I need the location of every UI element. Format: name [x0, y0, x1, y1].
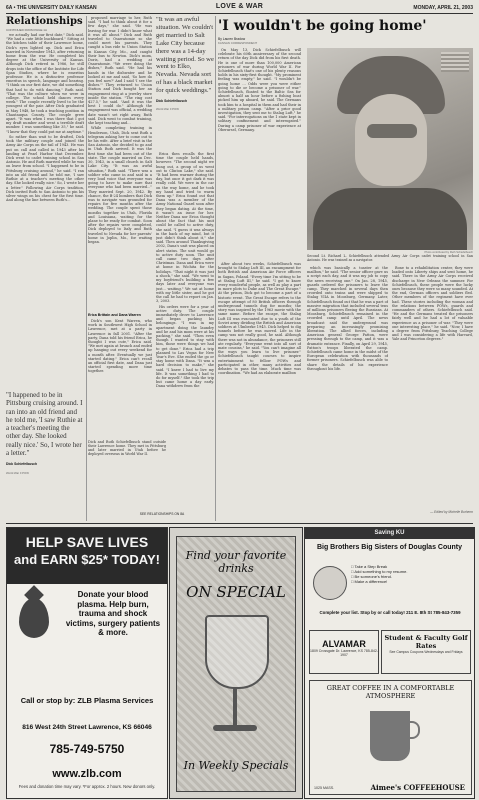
soldier-photo [307, 48, 473, 250]
zlb-website[interactable]: www.zlb.com [52, 768, 122, 780]
ad-divider [6, 523, 473, 524]
editor-note: — Edited by Michelle Burhenn [430, 510, 473, 514]
alvamar-address: 1809 Crossgate Dr. Lawrence, KS 785-842-1907 [310, 649, 378, 658]
drink-specials-ad[interactable] [169, 527, 303, 799]
saving-ku-bar: Saving KU [305, 528, 474, 539]
bbbs-heading[interactable]: Big Brothers Big Sisters of Douglas County [316, 544, 463, 551]
relationships-col-1: we actually had our first date," Dick said. "We had a cute little buckboard." Sitting at the kitchen table of their Lawrence home, Dick's eyes lighted up. Dick and Erica married in November 1943, after returning home from the war. He completed his degree at the University of Kansas. Although Dick retired in 1986, he still drops into the office of the Institute for Life Span Studies, where he is emeritus professor. He is a distinctive professor emeritus in speech, language and hearing. "I think on our first date, we did something that had to do with dancing," Ruth said. "That was the culture when we were in college. The school held dances every week." The couple recently lived to be the youngest of the pair. After Dick graduated in May 1948, he took a teaching position in Chautauqua County. The couple grew apart. "It was when I was there that I got my draft number and went a terrible draft number. I was something like 35," he said. "I knew that they could put me at anytime." So rather than wait to be drafted, Dick took the military couple and joined the Army Air Corps on the tail of 1943. He was put on call and called in 1943 after his landing at Pearl Harbor that December. Dick went to cadet training school in San Antonio. He and Ruth married while he was on leave from school. "I happened to be in Pittsburg cruising around," he said. "I ran into an old friend and he told me, 'I saw Ruthie at a teacher's meeting the other day. She looked really nice.' So, I wrote her a letter." Following Air Corps tradition, Dick invited Ruth to San Antonio to pin his silver wings on his chest for the first time. And along the line between Ruth's... [6, 33, 84, 203]
checklist-item: □ Take a Step Break [351, 564, 469, 569]
running-header [6, 3, 473, 14]
zlb-banner: HELP SAVE LIVES and EARN $25* TODAY! [7, 528, 167, 584]
page-folio: 6A • THE UNIVERSITY DAILY KANSAN [6, 5, 97, 11]
golf-rates-ad[interactable] [381, 630, 471, 674]
relationships-col-3: Erica then recalls the first time the couple held hands, however. "The second night we hung out, a group of us went out to Clinton Lake," she said. "It had been warmer during the day, but once it got dark it was really cold. We were in the car on the way home, and he took my hand and tried to warm them up." Erica found out that Dana was a member of the Army National Guard soon after they began dating. At the time, it wasn't an issue for her. Neither Dana nor Erica thought about the fact that his unit could be called to active duty, she said. "I guess it was always in the back of my mind, but it just didn't think about it," she said. Then around Thanksgiving 2002, Dana's unit was placed on alert status. The unit would go to active duty soon. The unit call came two days after Christmas. Dana and Erica were at home in Wichita for the holidays. "That night it was just a shock," she said. "We went to my boyfriend's building a few days later and everyone was just... waiting." We sat at home with my little sister, and he got the call he had to report on Jan. 3, 2003. His orders were for a year of active duty. The couple immediately drove to Lawrence and began packing his belongings. "I was in my apartment doing the laundry and he and his mom were at his packing," she said. "Then even though I wanted to stay with him, those were things we had to get done." Erica had a trip planned to Las Vegas for New Year's Eve. She ended the go or stay home with Dana. "It was a hard decision to make," she said. "I knew I had to live my life. It was something I had to do for myself." She took the trip but came home a day early. Dana withdrew from the [156, 152, 214, 389]
glass-stem [233, 687, 237, 727]
column-rule-2 [215, 16, 216, 521]
pull-quote-2-role: World War II POW [156, 106, 179, 111]
relationships-col-2: proposed marriage to her, Ruth said. "I had to think about it for a few days," she said. "He was leaving for war. I didn't know what it was all about." Dick and Ruth traveled to Osawatomie so she could meet his parents. They caught a bus ride to Union Station in Kansas City, Mo., and caught their bus to Newton. Dick's mom, Doris, had a wedding at Osawatomie. "We were doing the dishes," Ruth said. "He had his hands in the dishwater and he looked at me and said, 'So how do you feel now?' And I said 'I see the dishes.'" They returned to Union Station and Dick bought her an engagement ring at a jewelry store inside the station. "The ring cost $27.5," he said. "And it was the best I could do." Although the engagement was official, a wedding date wasn't set right away, Ruth said. Dick went to combat training, she kept teaching and... While completing training in Henderson, Utah, Dick sent Ruth a telegram asking her to come out to be his wife. After a brief visit in the San Antonio, she decided to go and in Utah Ruth arrived. It was the first time she had been out of the state. The couple married on Dec. 30, 1943, in a small church in Salt Lake City. "It was an awful situation," Ruth said. "There was a soldier who came in and said in a very loud voice that everyone was going to have to make sure that everyone who had been married..." They married Sept. 20, 1942. By chance, the B-24 bombers that Dick was to navigate was grounded for repairs for five months after the wedding. The couple spent those months together in Utah, Florida and Louisiana, waiting for the plane to be ready for combat. Soon after the repairs were completed, Dick deployed to Italy and Ruth traveled to Nevada for her parents' home in Joplin, Mo., for waiting began. [88, 16, 152, 244]
bbbs-checklist [351, 564, 469, 584]
zlb-donate-text: Donate your blood plasma. Help burn, trauma and shock victims, surgery patients & more. [65, 590, 161, 637]
relationships-col-2b: Dick's son Kent Warren, who work in Southwest High School in Lawrence, met at a party in Lawrence in fall 2001. "After the party, Dana told his friend Erica, he thought I was cute," Erica said. "We met again at brunch and ended up hanging out every weekend for a month after. Eventually we just started dating." Erica can't recall an official first date, and Dana just started spending more time together. [88, 319, 152, 374]
drink-ad-line-2: ON SPECIAL [186, 583, 286, 601]
checklist-item: □ Be someone's friend. [351, 574, 469, 579]
main-col-4: Bone to a rehabilitation center, they were loaded onto Liberty ships and sent home, he said. There in the Army Air Corps received discharge in New Orleans the summer. For Schiefelbusch, these people were the lucky ones because they were so many sounded. At the end, German officers and soldiers fled. Other members of the regiment have ever had. These stories including the woman and the relations between POWs, guards and commanders of others. Schiefelbusch said. "He and the Germans treated the prisoners fairly well and he had a lot of valuable experience as a prisoner of war. "They were one interesting place," he said. "Now, I have a degree from Pittsburg Teaching College and I was considering a life with Harvard, Yale and Princeton degrees." [392, 266, 473, 342]
couple-caption: Dick and Ruth Schiefelbusch stand outside their Lawrence home. They met in Pittsburg and later married in Utah before he deployed overseas in World War II. [88, 440, 166, 456]
martini-glass-icon [205, 615, 269, 689]
coffeehouse-ad[interactable] [309, 680, 472, 795]
drink-ad-line-3: In Weekly Specials [183, 759, 289, 772]
checklist-item: □ Add something to my resume. [351, 569, 469, 574]
golf-rates-heading: Student & Faculty Golf Rates [384, 634, 468, 650]
coffee-heading: GREAT COFFEE IN A COMFORTABLE ATMOSPHERE [326, 684, 455, 700]
pull-quote-name: Dick Schiefelbusch [6, 462, 38, 467]
coffee-cup-icon [370, 711, 410, 761]
photo-caption: Second Lt. Richard L. Schiefelbusch attended Army Air Corps cadet training school in San Antonio. He was trained as a navigator. [307, 254, 473, 262]
issue-date: MONDAY, APRIL 21, 2003 [413, 5, 473, 11]
main-col-1: On May 13, Dick Schiefelbusch will celebrate his 60th anniversary of the second return of the day Dick did from his first death. He is one of more than 100,000 American prisoners of war during World War II. For Schiefelbusch that's one of his plenty reasons holds in his sixty-first thought. "My prominent feeling was empty," he said. "I wouldn't be going home ... Odds were you were either going to die or become a prisoner of war." Schiefelbusch, floated to the Baltic Sea for almost a half an hour before a fishing boat picked him up aboard, he said. The Germans took him to a hospital in them and had their in a military prison camp. "After a prior good investigation, they sent me to Stalag Luft," he said. "For interrogations on the 1 state kept in solitary confinement and interrogated." During a camp prisoner of war experience at Oberursel, Germany. [218, 48, 301, 132]
sidebar-title: Erica Brittain and Dana Warren [88, 313, 141, 317]
coffee-shop-name: Aimee's COFFEEHOUSE [370, 782, 465, 792]
section-title: LOVE & WAR [215, 3, 264, 10]
cup-handle [408, 721, 420, 739]
main-byline: By Lauren Bradow KANSAN CORRESPONDENT [218, 37, 298, 45]
checklist-item: □ Make a difference! [351, 579, 469, 584]
right-ads-column [304, 527, 475, 799]
main-col-3: which was basically a toaster at the mailbox," he said. "The senior officer gave us a script each day, and it was my job to copy the news receiving one." On Jan. 28, 1945, guards ordered the prisoners to leave the camp. They marched in several days then crowded onto trains and were shipped to Stalag VIIA in Moosburg, Germany. Later, Schiefelbusch found out that he was a part of massive migration that included several tens of millions prisoners fleeing the Russians. At Moosburg, Schiefelbusch remained in the crowded camp until April. The news broadcast said the underground was preparing an increasingly promising liberation. The allied forces, including American general George Patton, were pressing through to the camp, and it was a dramatic entrance. Finally, on April 29, 1945, Patton's troops liberated the camp. Schiefelbusch came home in the midst of the European celebration with thousands of former prisoners. Schiefelbusch was able to share the details of his experience throughout his life. [307, 266, 388, 371]
alvamar-name: ALVAMAR [322, 639, 366, 649]
pull-quote-2-name: Dick Schiefelbusch [156, 99, 188, 104]
zlb-call-text: Call or stop by: ZLB Plasma Services [20, 696, 154, 705]
zlb-address: 816 West 24th Street Lawrence, KS 66046 [22, 724, 152, 731]
relationships-headline: Relationships [6, 16, 83, 27]
zlb-fine-print: Fees and donation time may vary. *For approx. 2 hours. New donors only. [18, 784, 156, 789]
photo-credit: Photo contributed by Ruth Schiefelbusch [424, 251, 473, 254]
coffee-address: 1025 MASS. [314, 786, 335, 790]
jump-line[interactable]: SEE RELATIONSHIPS ON 8A [139, 512, 185, 516]
pull-quote-ruth: "It was an awful situation. We couldn't get married to Salt Lake City because there was a 14-day waiting period. So we went to Elko, Nevada. Nevada sort of has a black market for quick weddings." Dick Schiefelbusch World War II POW [156, 16, 214, 114]
column-rule [86, 16, 87, 521]
continued-line: CONTINUED FROM PAGE 1A [6, 28, 47, 32]
zlb-phone[interactable]: 785-749-5750 [49, 742, 125, 756]
zlb-plasma-ad[interactable] [6, 527, 168, 799]
drink-ad-frame [176, 536, 296, 792]
main-headline: 'I wouldn't be going home' [218, 18, 427, 34]
alvamar-ad[interactable] [309, 630, 379, 674]
golf-rates-note: See Campus Coupons Wednesdays and Fridays [389, 650, 463, 654]
main-byline-role: KANSAN CORRESPONDENT [218, 41, 258, 45]
bbbs-logo-icon [313, 566, 347, 600]
blood-drop-icon-body [19, 598, 49, 638]
pull-quote-role: World War II POW [6, 470, 29, 475]
main-col-2: After about two weeks, Schiefelbusch was brought to Stalag Luft III, an encampment for both British and American Air Force officers in Sagan, Poland. "Every time I'm sitting to be at Stalag Luft III," he said. "I got to know every wonderful people, as well as play a part in more plots to Duke and The Great Escape." At the prison, Dick got to become a part of a historic event. The Great Escape refers to the escape attempt of 80 British officers through underground tunnels dug for months; the story was inspired by the 1963 movie with the same name. Before the escape, the Stalag Luft III was evacuated due to a youth of the Soviet army dividing the British and American soldiers at Ulmberke 1945. Dick helped to dig tunnels before he was moved. Life in the camp was not really good, he said. Although there was not in abundance, the prisoners still ate regularly. "Everyone went into all sort of mate cousins," he said. "You can't imagine all the ways you learn to live prisoner." Schiefelbusch taught courses to inspire entertainment to fellow POWs and participated in other, many activities and debates to pass the time. Much time was coordination. "We had an elaborate mailbox [218, 262, 301, 376]
bbbs-contact: Complete your list. Stop by or call today! 211 E. 8th St 785-843-7359 [319, 610, 461, 615]
pull-quote-dick: "I happened to be in Pittsburg cruising around. I ran into an old friend and he told me, 'I saw Ruthie at a teacher's meeting the other day. She looked really nice.' So, I wrote her a letter." Dick Schiefelbusch World War II POW [6, 391, 84, 477]
glass-base [213, 725, 257, 731]
drink-ad-line-1: Find your favorite drinks [185, 549, 287, 575]
